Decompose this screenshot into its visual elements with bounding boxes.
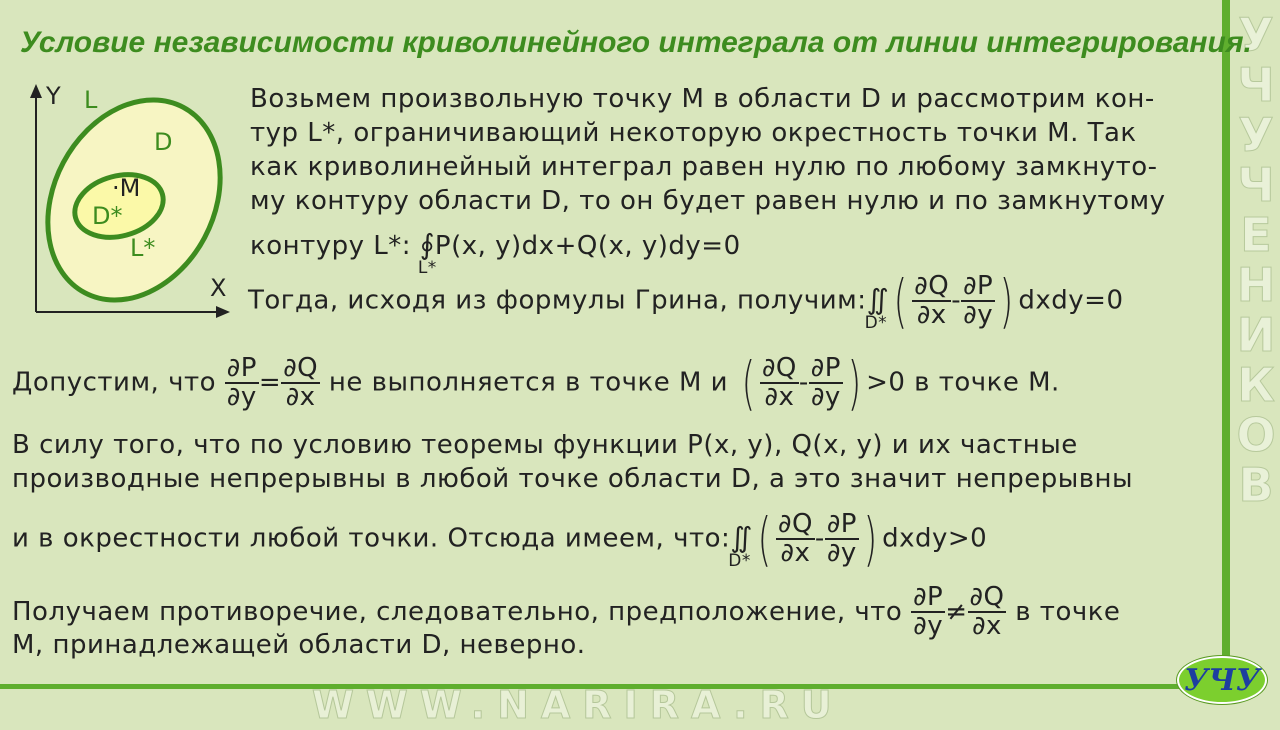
x-axis-arrow <box>216 306 230 318</box>
fraction-numerator: ∂Q <box>914 270 950 301</box>
green-line-suffix: dxdy=0 <box>1018 285 1124 316</box>
green-formula-line <box>248 267 1124 335</box>
green-line-prefix: Тогда, исходя из формулы Грина, получим: <box>248 285 867 316</box>
para1-line5-prefix: контуру L*: <box>250 231 412 261</box>
double-integral-sub: D* <box>864 312 888 333</box>
fraction-numerator: ∂P <box>963 270 994 301</box>
open-paren: ( <box>741 349 756 417</box>
para1-line2: тур L*, ограничивающий некоторую окрестность точки M. Так <box>250 118 1137 148</box>
y-axis-label: Y <box>46 82 61 110</box>
fraction <box>776 508 815 568</box>
fraction-denominator: ∂y <box>810 382 841 412</box>
assumption-line <box>12 349 1060 417</box>
fraction <box>825 508 859 568</box>
side-letter: Ч <box>1237 158 1275 212</box>
y-axis-arrow <box>30 84 42 98</box>
double-integral <box>864 282 890 333</box>
close-paren: ) <box>847 349 862 417</box>
region-d-label: D <box>154 128 173 156</box>
para1-line4: му контуру области D, то он будет равен нулю и по замкнутому <box>250 186 1166 216</box>
minus-sign: - <box>814 523 825 554</box>
para2-line3 <box>12 505 988 573</box>
para1-line3: как криволинейный интеграл равен нулю по любому замкнуто- <box>250 152 1158 182</box>
side-letter: К <box>1237 358 1275 412</box>
side-letter: И <box>1236 308 1276 362</box>
x-axis-label: X <box>210 274 227 302</box>
fraction-numerator: ∂P <box>226 352 257 383</box>
fraction <box>760 352 799 412</box>
fraction-numerator: ∂P <box>826 508 857 539</box>
fraction <box>968 584 1007 641</box>
conclusion-prefix: Получаем противоречие, следовательно, предположение, что <box>12 596 903 627</box>
para1-line1: Возьмем произвольную точку M в области D и рассмотрим кон- <box>250 84 1155 114</box>
fraction <box>225 352 259 412</box>
double-integral-sign: ∬ <box>730 520 753 554</box>
fraction-numerator: ∂Q <box>778 508 813 539</box>
assume-suffix: >0 в точке M. <box>866 367 1060 398</box>
fraction <box>809 352 843 412</box>
minus-sign: - <box>798 367 809 398</box>
assume-middle: не выполняется в точке M и <box>328 367 729 398</box>
assume-prefix: Допустим, что <box>12 367 217 398</box>
fraction-denominator: ∂x <box>764 382 795 412</box>
equals-sign: = <box>258 367 282 398</box>
conclusion-suffix: в точке <box>1015 596 1121 627</box>
not-equal-sign: ≠ <box>945 596 968 627</box>
side-letter: Н <box>1236 258 1276 312</box>
para2-line1: В силу того, что по условию теоремы функции P(x, y), Q(x, y) и их частные <box>12 430 1078 460</box>
fraction-denominator: ∂y <box>913 611 944 642</box>
side-letter: Ч <box>1237 58 1275 112</box>
fraction <box>961 270 995 330</box>
page-title: Условие независимости криволинейного интеграла от линии интегрирования. <box>20 26 1252 59</box>
fraction-numerator: ∂Q <box>969 582 1005 612</box>
para2-line3-suffix: dxdy>0 <box>882 523 988 554</box>
watermark: WWW.NARIRA.RU <box>312 683 844 727</box>
region-diagram <box>22 82 242 322</box>
side-letter: У <box>1238 8 1274 62</box>
fraction-numerator: ∂P <box>913 582 944 612</box>
inner-region-label: D* <box>92 202 123 230</box>
double-integral <box>728 520 753 571</box>
open-paren: ( <box>893 267 908 335</box>
logo: УЧУ <box>1177 656 1267 704</box>
conclusion-line2: M, принадлежащей области D, неверно. <box>12 630 586 660</box>
fraction-denominator: ∂x <box>285 382 316 412</box>
close-paren: ) <box>863 505 878 573</box>
close-paren: ) <box>999 267 1014 335</box>
fraction-denominator: ∂x <box>780 538 811 568</box>
side-letter: Е <box>1240 208 1272 262</box>
side-vertical-text <box>1232 0 1280 730</box>
contour-integral-formula: P(x, y)dx+Q(x, y)dy=0 <box>434 231 741 261</box>
point-m-label: ·M <box>112 174 141 202</box>
fraction-denominator: ∂y <box>826 538 857 568</box>
fraction-denominator: ∂y <box>963 300 994 330</box>
fraction-denominator: ∂x <box>972 611 1002 642</box>
fraction <box>281 352 320 412</box>
contour-integral-sub: L* <box>417 258 437 278</box>
fraction-numerator: ∂Q <box>283 352 319 383</box>
inner-contour-label: L* <box>130 234 156 262</box>
fraction-denominator: ∂y <box>226 382 257 412</box>
double-integral-sub: D* <box>728 550 751 571</box>
para2-line2: производные непрерывны в любой точке области D, а это значит непрерывны <box>12 464 1134 494</box>
contour-integral <box>417 228 437 278</box>
fraction <box>912 270 951 330</box>
side-letter: У <box>1238 108 1274 162</box>
contour-integral-sign: ∮ <box>419 228 435 261</box>
side-letter: В <box>1238 458 1274 512</box>
side-letter: О <box>1236 408 1276 462</box>
para2-line3-prefix: и в окрестности любой точки. Отсюда имеем, что: <box>12 523 731 554</box>
right-divider <box>1222 0 1230 684</box>
fraction-denominator: ∂x <box>916 300 947 330</box>
outer-contour-label: L <box>84 86 98 114</box>
minus-sign: - <box>951 285 962 316</box>
fraction-numerator: ∂P <box>810 352 841 383</box>
para1-line5 <box>250 228 741 278</box>
double-integral-sign: ∬ <box>866 282 890 316</box>
open-paren: ( <box>757 505 772 573</box>
fraction <box>911 584 945 641</box>
fraction-numerator: ∂Q <box>761 352 797 383</box>
